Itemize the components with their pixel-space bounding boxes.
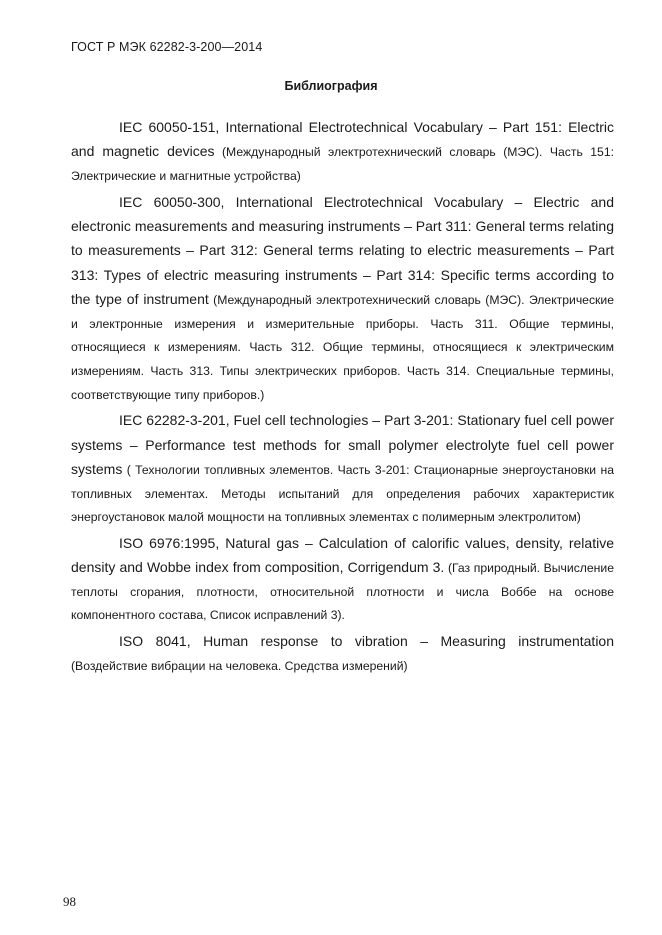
entry-english-title: ISO 8041, Human response to vibration – Measuring instrumentation (119, 632, 614, 649)
bibliography-list (71, 115, 614, 678)
entry-english-title: ISO 6976:1995, Natural gas – Calculation of calorific values, density, relative density and Wobbe index from composition, Corrigendum 3. (71, 534, 614, 576)
document-header: ГОСТ Р МЭК 62282-3-200—2014 (71, 40, 263, 54)
entry-russian-title: (Международный электротехнический словарь (МЭС). Часть 151: Электрические и магнитные устройства) (71, 145, 614, 183)
entry-russian-title: (Газ природный. Вычисление теплоты сгорания, плотности, относительной плотности и числа Воббе на основе компонентного состава, Список исправлений 3). (71, 561, 614, 623)
bibliography-entry-iso-8041 (71, 629, 614, 678)
entry-english-title: IEC 60050-151, International Electrotechnical Vocabulary – Part 151: Electric and magnetic devices (71, 119, 614, 160)
entry-english-title: IEC 62282-3-201, Fuel cell technologies – Part 3-201: Stationary fuel cell power systems – Performance test methods for small polymer electrolyte fuel cell power systems (71, 412, 614, 477)
entry-russian-title: (Воздействие вибрации на человека. Средства измерений) (71, 658, 408, 673)
entry-russian-title: (Международный электротехнический словарь (МЭС). Электрические и электронные измерения и измерительные приборы. Часть 311. Общие термины, относящиеся к измерениям. Часть 312. Общие термины, относящиеся к электрическим измерениям. Часть 313. Типы электрических приборов. Часть 314. Специальные термины, соответствующие типу приборов.) (71, 293, 614, 402)
entry-russian-title: ( Технологии топливных элементов. Часть 3-201: Стационарные энергоустановки на топливных элементах. Методы испытаний для определения рабочих характеристик энергоустановок малой мощности на топливных элементах с полимерным электролитом) (71, 463, 614, 525)
page-title: Библиография (284, 79, 378, 93)
bibliography-entry-iec-62282-3-201 (71, 408, 614, 530)
bibliography-entry-iec-60050-151 (71, 115, 614, 189)
bibliography-entry-iso-6976 (71, 531, 614, 628)
page-number: 98 (63, 894, 76, 909)
bibliography-entry-iec-60050-300 (71, 190, 614, 408)
entry-english-title: IEC 60050-300, International Electrotechnical Vocabulary – Electric and electronic measurements and measuring instruments – Part 311: General terms relating to measurements – Part 312: General terms relating to electric measurements – Part 313: Types of electric measuring instruments – Part 314: Specific terms according to the type of instrument (71, 193, 614, 308)
